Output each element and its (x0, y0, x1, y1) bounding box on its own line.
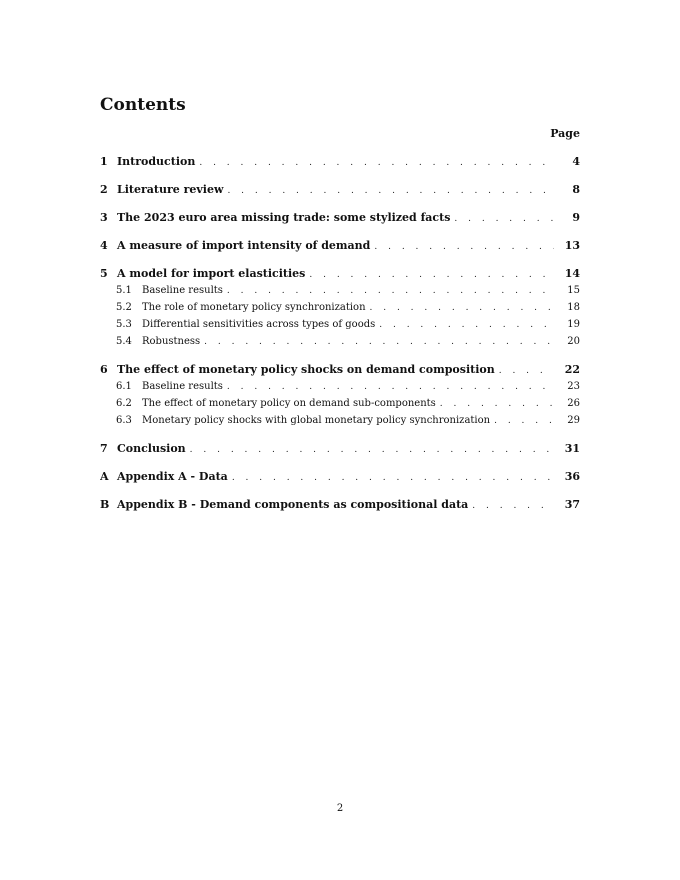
dot-leader (227, 183, 554, 198)
dot-leader (227, 283, 554, 299)
toc-entry-number: 6.1 (116, 381, 132, 392)
toc-entry-number: A (100, 470, 109, 483)
toc-entry-number: 6.3 (116, 415, 132, 426)
toc-entry-title: Literature review (117, 183, 224, 196)
toc-entry-page: 8 (572, 183, 580, 196)
toc-entry-page: 9 (572, 211, 580, 224)
toc-entry-title: The effect of monetary policy shocks on demand composition (117, 363, 495, 376)
dot-leader (190, 442, 554, 457)
page-column-header: Page (550, 127, 580, 140)
toc-subentry-global-synchronization[interactable] (100, 412, 580, 429)
table-of-contents (100, 153, 580, 513)
toc-entry-number: 4 (100, 239, 108, 252)
toc-entry-title: Baseline results (142, 285, 223, 296)
toc-subentry-baseline-results[interactable] (100, 282, 580, 299)
toc-entry-page: 20 (567, 336, 580, 347)
dot-leader (454, 211, 554, 226)
toc-entry-introduction[interactable] (100, 153, 580, 170)
dot-leader (374, 239, 554, 254)
toc-entry-title: Baseline results (142, 381, 223, 392)
toc-entry-title: Appendix B - Demand components as compositional data (117, 498, 469, 511)
toc-entry-title: Conclusion (117, 442, 186, 455)
toc-entry-number: 6.2 (116, 398, 132, 409)
toc-entry-title: The effect of monetary policy on demand sub-components (142, 398, 436, 409)
toc-subentry-robustness[interactable] (100, 333, 580, 350)
dot-leader (494, 413, 554, 429)
footer-page-number: 2 (336, 803, 344, 814)
toc-entry-number: 7 (100, 442, 108, 455)
toc-entry-import-elasticities[interactable] (100, 265, 580, 282)
toc-entry-page: 19 (567, 319, 580, 330)
toc-entry-title: A measure of import intensity of demand (117, 239, 371, 252)
toc-subentry-monetary-synchronization[interactable] (100, 299, 580, 316)
toc-entry-number: 5 (100, 267, 108, 280)
toc-entry-literature-review[interactable] (100, 181, 580, 198)
toc-entry-number: 5.3 (116, 319, 132, 330)
toc-entry-number: 6 (100, 363, 108, 376)
toc-entry-title: A model for import elasticities (117, 267, 306, 280)
dot-leader (370, 300, 554, 316)
toc-entry-title: The 2023 euro area missing trade: some stylized facts (117, 211, 451, 224)
toc-entry-appendix-a[interactable] (100, 468, 580, 485)
toc-entry-number: 3 (100, 211, 108, 224)
dot-leader (472, 498, 554, 513)
toc-entry-number: 5.2 (116, 302, 132, 313)
dot-leader (204, 334, 554, 350)
toc-entry-page: 29 (567, 415, 580, 426)
toc-entry-title: Appendix A - Data (117, 470, 228, 483)
dot-leader (227, 379, 554, 395)
toc-entry-page: 36 (564, 470, 580, 483)
toc-entry-page: 15 (567, 285, 580, 296)
dot-leader (199, 155, 554, 170)
toc-subentry-differential-sensitivities[interactable] (100, 316, 580, 333)
dot-leader (232, 470, 554, 485)
toc-entry-import-intensity[interactable] (100, 237, 580, 254)
toc-entry-number: 5.4 (116, 336, 132, 347)
toc-entry-number: B (100, 498, 110, 511)
toc-entry-page: 26 (567, 398, 580, 409)
toc-entry-title: Monetary policy shocks with global monetary policy synchronization (142, 415, 491, 426)
toc-entry-title: Introduction (117, 155, 196, 168)
dot-leader (440, 396, 554, 412)
dot-leader (309, 267, 554, 282)
dot-leader (379, 317, 554, 333)
toc-entry-page: 23 (567, 381, 580, 392)
contents-title: Contents (100, 95, 186, 115)
toc-entry-page: 18 (567, 302, 580, 313)
dot-leader (499, 363, 554, 378)
toc-entry-appendix-b[interactable] (100, 496, 580, 513)
toc-entry-title: Robustness (142, 336, 201, 347)
toc-entry-number: 5.1 (116, 285, 132, 296)
toc-entry-number: 2 (100, 183, 108, 196)
toc-entry-page: 13 (564, 239, 580, 252)
toc-entry-page: 37 (564, 498, 580, 511)
toc-entry-number: 1 (100, 155, 108, 168)
toc-entry-title: Differential sensitivities across types of goods (142, 319, 376, 330)
toc-subentry-demand-subcomponents[interactable] (100, 395, 580, 412)
toc-entry-missing-trade[interactable] (100, 209, 580, 226)
toc-entry-conclusion[interactable] (100, 440, 580, 457)
toc-entry-title: The role of monetary policy synchronization (142, 302, 366, 313)
toc-entry-page: 22 (564, 363, 580, 376)
toc-entry-monetary-shocks[interactable] (100, 361, 580, 378)
toc-entry-page: 4 (572, 155, 580, 168)
toc-entry-page: 14 (564, 267, 580, 280)
toc-subentry-baseline-results-6[interactable] (100, 378, 580, 395)
toc-entry-page: 31 (564, 442, 580, 455)
